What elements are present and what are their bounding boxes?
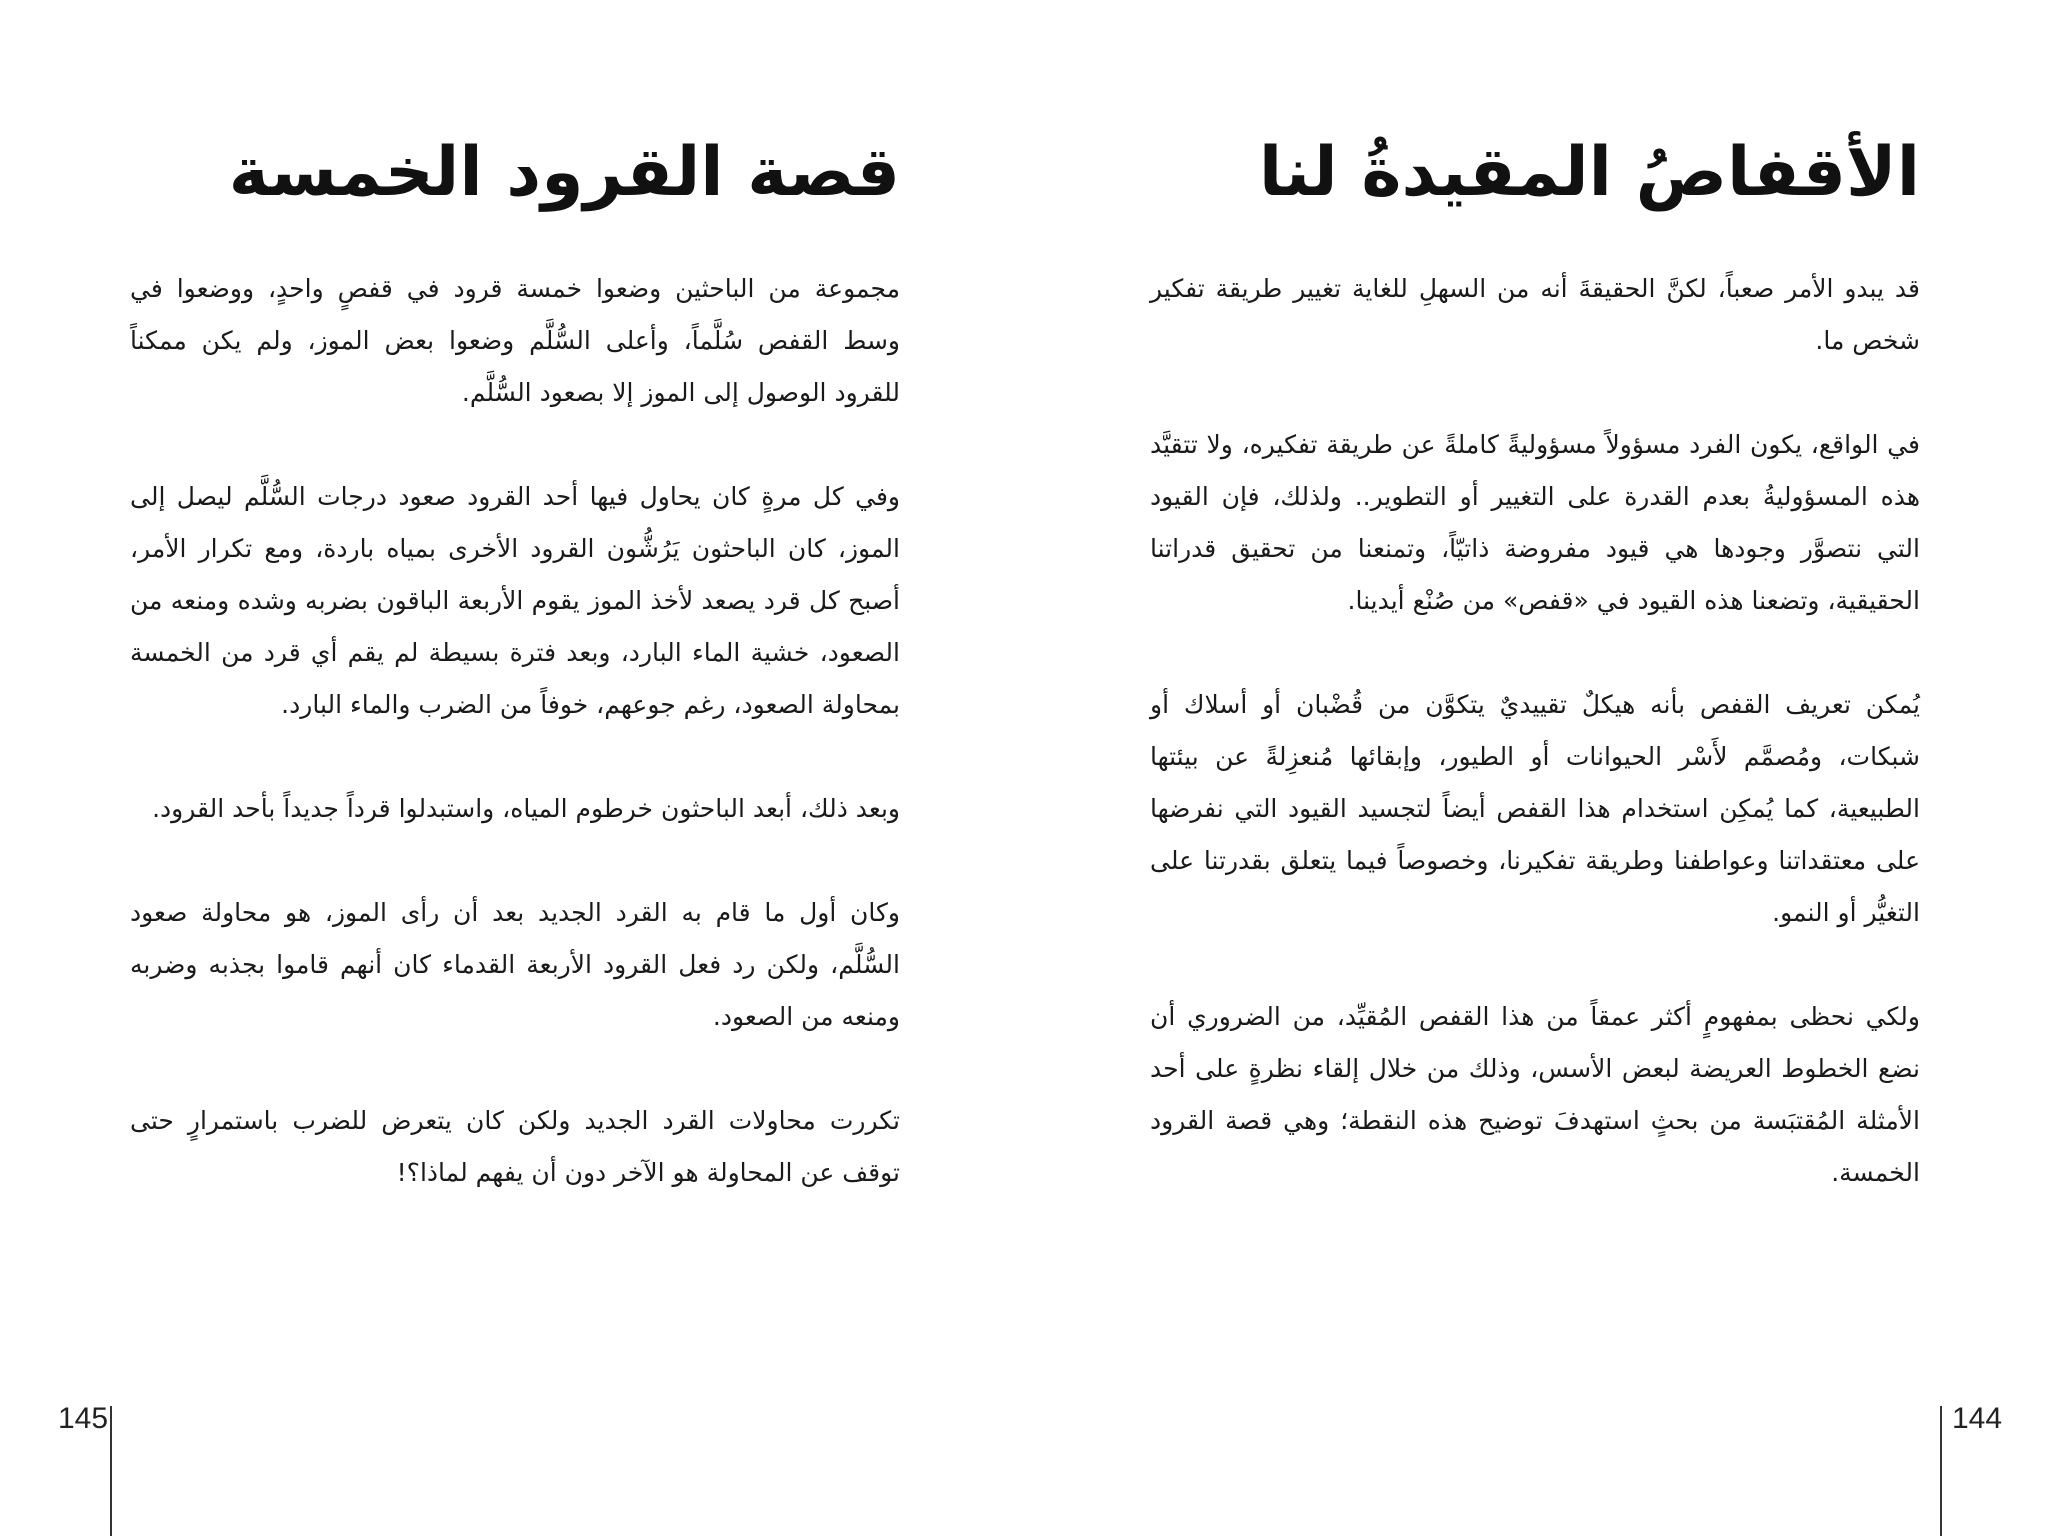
left-page-paragraph-4: وكان أول ما قام به القرد الجديد بعد أن رأى الموز، هو محاولة صعود السُّلَّم، ولكن رد فعل القرود الأربعة القدماء كان أنهم قاموا بجذبه وضربه ومنعه من الصعود. <box>130 898 900 1031</box>
left-page-title: قصة القرود الخمسة <box>228 133 900 212</box>
left-page-paragraph-2: وفي كل مرةٍ كان يحاول فيها أحد القرود صعود درجات السُّلَّم ليصل إلى الموز، كان الباحثون يَرُشُّون القرود الأخرى بمياه باردة، ومع تكرار الأمر، أصبح كل قرد يصعد لأخذ الموز يقوم الأربعة الباقون بضربه وشده ومنعه من الصعود، خشية الماء البارد، وبعد فترة بسيطة لم يقم أي قرد من الخمسة بمحاولة الصعود، رغم جوعهم، خوفاً من الضرب والماء البارد. <box>130 482 900 719</box>
left-page-paragraph-1: مجموعة من الباحثين وضعوا خمسة قرود في قفصٍ واحدٍ، ووضعوا في وسط القفص سُلَّماً، وأعلى السُّلَّم وضعوا بعض الموز، ولم يكن ممكناً للقرود الوصول إلى الموز إلا بصعود السُّلَّم. <box>130 274 900 407</box>
left-page-paragraph-5: تكررت محاولات القرد الجديد ولكن كان يتعرض للضرب باستمرارٍ حتى توقف عن المحاولة هو الآخر دون أن يفهم لماذا؟! <box>130 1106 900 1187</box>
right-page-paragraph-3: يُمكن تعريف القفص بأنه هيكلٌ تقييديٌ يتكوَّن من قُضْبان أو أسلاك أو شبكات، ومُصمَّم لأَسْر الحيوانات أو الطيور، وإبقائها مُنعزِلةً عن بيئتها الطبيعية، كما يُمكِن استخدام هذا القفص أيضاً لتجسيد القيود التي نفرضها على معتقداتنا وعواطفنا وطريقة تفكيرنا، وخصوصاً فيما يتعلق بقدرتنا على التغيُّر أو النمو. <box>1150 690 1920 927</box>
right-page-title: الأقفاصُ المقيدةُ لنا <box>1258 133 1920 212</box>
right-page-paragraph-4: ولكي نحظى بمفهومٍ أكثر عمقاً من هذا القفص المُقيِّد، من الضروري أن نضع الخطوط العريضة لبعض الأسس، وذلك من خلال إلقاء نظرةٍ على أحد الأمثلة المُقتبَسة من بحثٍ استهدفَ توضيح هذه النقطة؛ وهي قصة القرود الخمسة. <box>1150 1002 1920 1187</box>
right-page-column <box>1150 130 1920 1251</box>
right-page-margin-rule <box>1940 1406 1942 1536</box>
left-page-number: 145 <box>58 1402 109 1435</box>
right-page-paragraph-2: في الواقع، يكون الفرد مسؤولاً مسؤوليةً كاملةً عن طريقة تفكيره، ولا تتقيَّد هذه المسؤوليةُ بعدم القدرة على التغيير أو التطوير.. ولذلك، فإن القيود التي نتصوَّر وجودها هي قيود مفروضة ذاتيّاً، وتمنعنا من تحقيق قدراتنا الحقيقية، وتضعنا هذه القيود في «قفص» من صُنْع أيدينا. <box>1150 430 1920 615</box>
right-page-number: 144 <box>1952 1402 2003 1435</box>
left-page-column <box>130 130 900 1251</box>
right-page-paragraph-1: قد يبدو الأمر صعباً، لكنَّ الحقيقةَ أنه من السهلِ للغاية تغيير طريقة تفكير شخص ما. <box>1150 274 1920 355</box>
left-page-paragraph-3: وبعد ذلك، أبعد الباحثون خرطوم المياه، واستبدلوا قرداً جديداً بأحد القرود. <box>152 794 900 823</box>
left-page-margin-rule <box>110 1406 112 1536</box>
